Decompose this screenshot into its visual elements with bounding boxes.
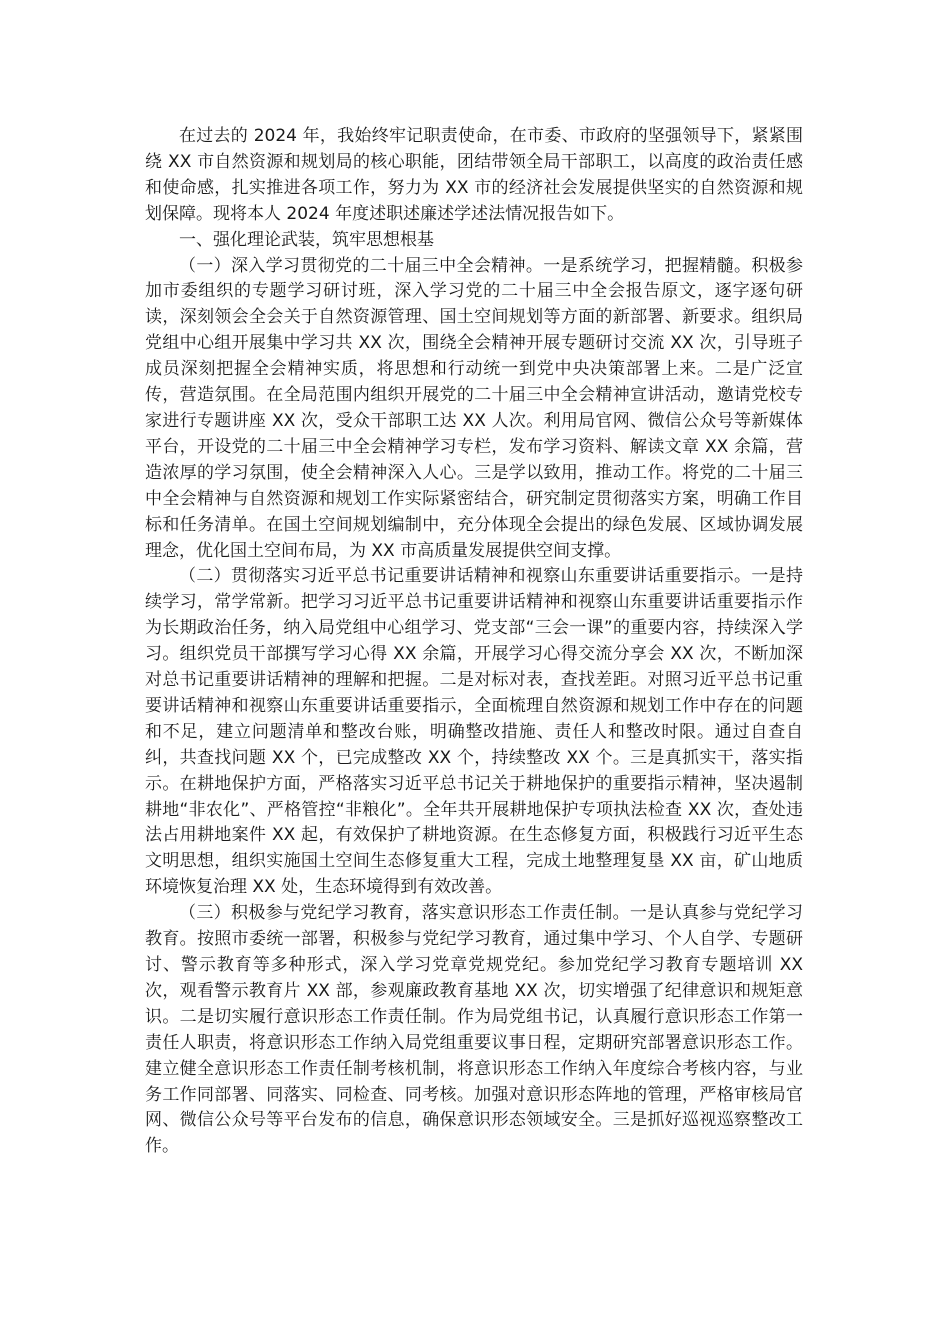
intro-paragraph: 在过去的 2024 年，我始终牢记职责使命，在市委、市政府的坚强领导下，紧紧围绕 XX 市自然资源和规划局的核心职能，团结带领全局干部职工，以高度的政治责任感和使命感，扎实推进各项工作，努力为 XX 市的经济社会发展提供坚实的自然资源和规划保障。现将本人 2024 年度述职述廉述学述法情况报告如下。 bbox=[145, 126, 803, 224]
body-paragraph: （二）贯彻落实习近平总书记重要讲话精神和视察山东重要讲话重要指示。一是持续学习，常学常新。把学习习近平总书记重要讲话精神和视察山东重要讲话重要指示作为长期政治任务，纳入局党组中心组学习、党支部“三会一课”的重要内容，持续深入学习。组织党员干部撰写学习心得 XX 余篇，开展学习心得交流分享会 XX 次，不断加深对总书记重要讲话精神的理解和把握。二是对标对表，查找差距。对照习近平总书记重要讲话精神和视察山东重要讲话重要指示，全面梳理自然资源和规划工作中存在的问题和不足，建立问题清单和整改台账，明确整改措施、责任人和整改时限。通过自查自纠，共查找问题 XX 个，已完成整改 XX 个，持续整改 XX 个。三是真抓实干，落实指示。在耕地保护方面，严格落实习近平总书记关于耕地保护的重要指示精神，坚决遏制耕地“非农化”、严格管控“非粮化”。全年共开展耕地保护专项执法检查 XX 次，查处违法占用耕地案件 XX 起，有效保护了耕地资源。在生态修复方面，积极践行习近平生态文明思想，组织实施国土空间生态修复重大工程，完成土地整理复垦 XX 亩，矿山地质环境恢复治理 XX 处，生态环境得到有效改善。 bbox=[145, 566, 803, 898]
section-heading: 一、强化理论武装，筑牢思想根基 bbox=[179, 229, 434, 250]
body-paragraph: （三）积极参与党纪学习教育，落实意识形态工作责任制。一是认真参与党纪学习教育。按照市委统一部署，积极参与党纪学习教育，通过集中学习、个人自学、专题研讨、警示教育等多种形式，深入学习党章党规党纪。参加党纪学习教育专题培训 XX 次，观看警示教育片 XX 部，参观廉政教育基地 XX 次，切实增强了纪律意识和规矩意识。二是切实履行意识形态工作责任制。作为局党组书记，认真履行意识形态工作第一责任人职责，将意识形态工作纳入局党组重要议事日程，定期研究部署意识形态工作。建立健全意识形态工作责任制考核机制，将意识形态工作纳入年度综合考核内容，与业务工作同部署、同落实、同检查、同考核。加强对意识形态阵地的管理，严格审核局官网、微信公众号等平台发布的信息，确保意识形态领域安全。三是抓好巡视巡察整改工作。 bbox=[145, 903, 803, 1157]
document-body bbox=[145, 124, 803, 1160]
body-paragraph: （一）深入学习贯彻党的二十届三中全会精神。一是系统学习，把握精髓。积极参加市委组织的专题学习研讨班，深入学习党的二十届三中全会报告原文，逐字逐句研读，深刻领会全会关于自然资源管理、国土空间规划等方面的新部署、新要求。组织局党组中心组开展集中学习共 XX 次，围绕全会精神开展专题研讨交流 XX 次，引导班子成员深刻把握全会精神实质，将思想和行动统一到党中央决策部署上来。二是广泛宣传，营造氛围。在全局范围内组织开展党的二十届三中全会精神宣讲活动，邀请党校专家进行专题讲座 XX 次，受众干部职工达 XX 人次。利用局官网、微信公众号等新媒体平台，开设党的二十届三中全会精神学习专栏，发布学习资料、解读文章 XX 余篇，营造浓厚的学习氛围，使全会精神深入人心。三是学以致用，推动工作。将党的二十届三中全会精神与自然资源和规划工作实际紧密结合，研究制定贯彻落实方案，明确工作目标和任务清单。在国土空间规划编制中，充分体现全会提出的绿色发展、区域协调发展理念，优化国土空间布局，为 XX 市高质量发展提供空间支撑。 bbox=[145, 255, 803, 561]
